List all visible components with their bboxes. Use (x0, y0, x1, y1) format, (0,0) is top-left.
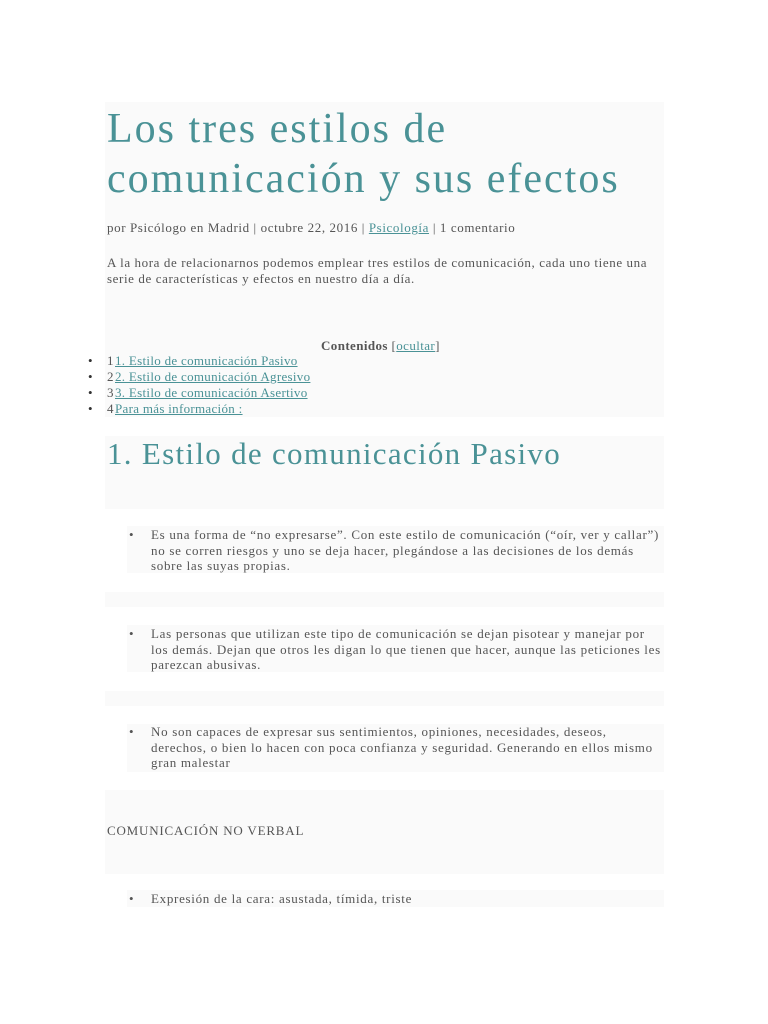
toc-bracket-close: ] (435, 338, 440, 353)
spacer-panel-1 (105, 592, 664, 607)
toc-heading (321, 338, 440, 354)
bullet-icon: • (129, 527, 135, 542)
bullet-icon: • (129, 891, 135, 906)
list-item-text: Es una forma de “no expresarse”. Con este estilo de comunicación (“oír, ver y callar”) no se corren riesgos y uno se deja hacer, plegándose a las decisiones de los demás sobre las suyas propias. (151, 527, 659, 573)
list-item (129, 724, 664, 771)
bullet-icon: • (129, 626, 135, 641)
spacer-panel-2 (105, 691, 664, 706)
article-intro: A la hora de relacionarnos podemos emplear tres estilos de comunicación, cada uno tiene una serie de características y efectos en nuestro día a día. (107, 255, 648, 286)
bullet-icon: • (88, 369, 93, 384)
toc-hide-link[interactable]: ocultar (396, 338, 436, 353)
toc-link-mas-informacion[interactable]: Para más información : (115, 401, 243, 416)
toc-item-number: 1 (107, 353, 114, 368)
toc-bracket-open: [ (391, 338, 397, 353)
nonverbal-label: COMUNICACIÓN NO VERBAL (107, 823, 305, 838)
section-heading-pasivo: 1. Estilo de comunicación Pasivo (107, 436, 561, 471)
bullet-icon: • (129, 724, 135, 739)
toc-link-agresivo[interactable]: 2. Estilo de comunicación Agresivo (115, 369, 311, 384)
meta-comments: | 1 comentario (429, 220, 516, 235)
toc-item-number: 2 (107, 369, 114, 384)
list-item (129, 891, 664, 907)
article-meta (107, 220, 515, 236)
article-title: Los tres estilos de comunicación y sus efectos (107, 106, 620, 202)
category-link[interactable]: Psicología (368, 220, 430, 235)
list-item-text: Expresión de la cara: asustada, tímida, triste (151, 891, 413, 906)
meta-author-date: por Psicólogo en Madrid | octubre 22, 2016 | (107, 220, 369, 235)
list-item-text: No son capaces de expresar sus sentimientos, opiniones, necesidades, deseos, derechos, o bien lo hacen con poca confianza y seguridad. Generando en ellos mismo gran malestar (151, 724, 653, 770)
bullet-icon: • (88, 385, 93, 400)
list-item (129, 626, 664, 673)
toc-link-pasivo[interactable]: 1. Estilo de comunicación Pasivo (115, 353, 298, 368)
list-item-text: Las personas que utilizan este tipo de comunicación se dejan pisotear y manejar por los demás. Dejan que otros les digan lo que tienen que hacer, aunque las peticiones les parezcan abusivas. (151, 626, 661, 672)
list-item (129, 527, 664, 574)
toc-item-number: 3 (107, 385, 114, 400)
toc-title: Contenidos (321, 338, 388, 353)
bullet-icon: • (88, 401, 93, 416)
bullet-icon: • (88, 353, 93, 368)
toc-item-number: 4 (107, 401, 114, 416)
toc-link-asertivo[interactable]: 3. Estilo de comunicación Asertivo (115, 385, 308, 400)
